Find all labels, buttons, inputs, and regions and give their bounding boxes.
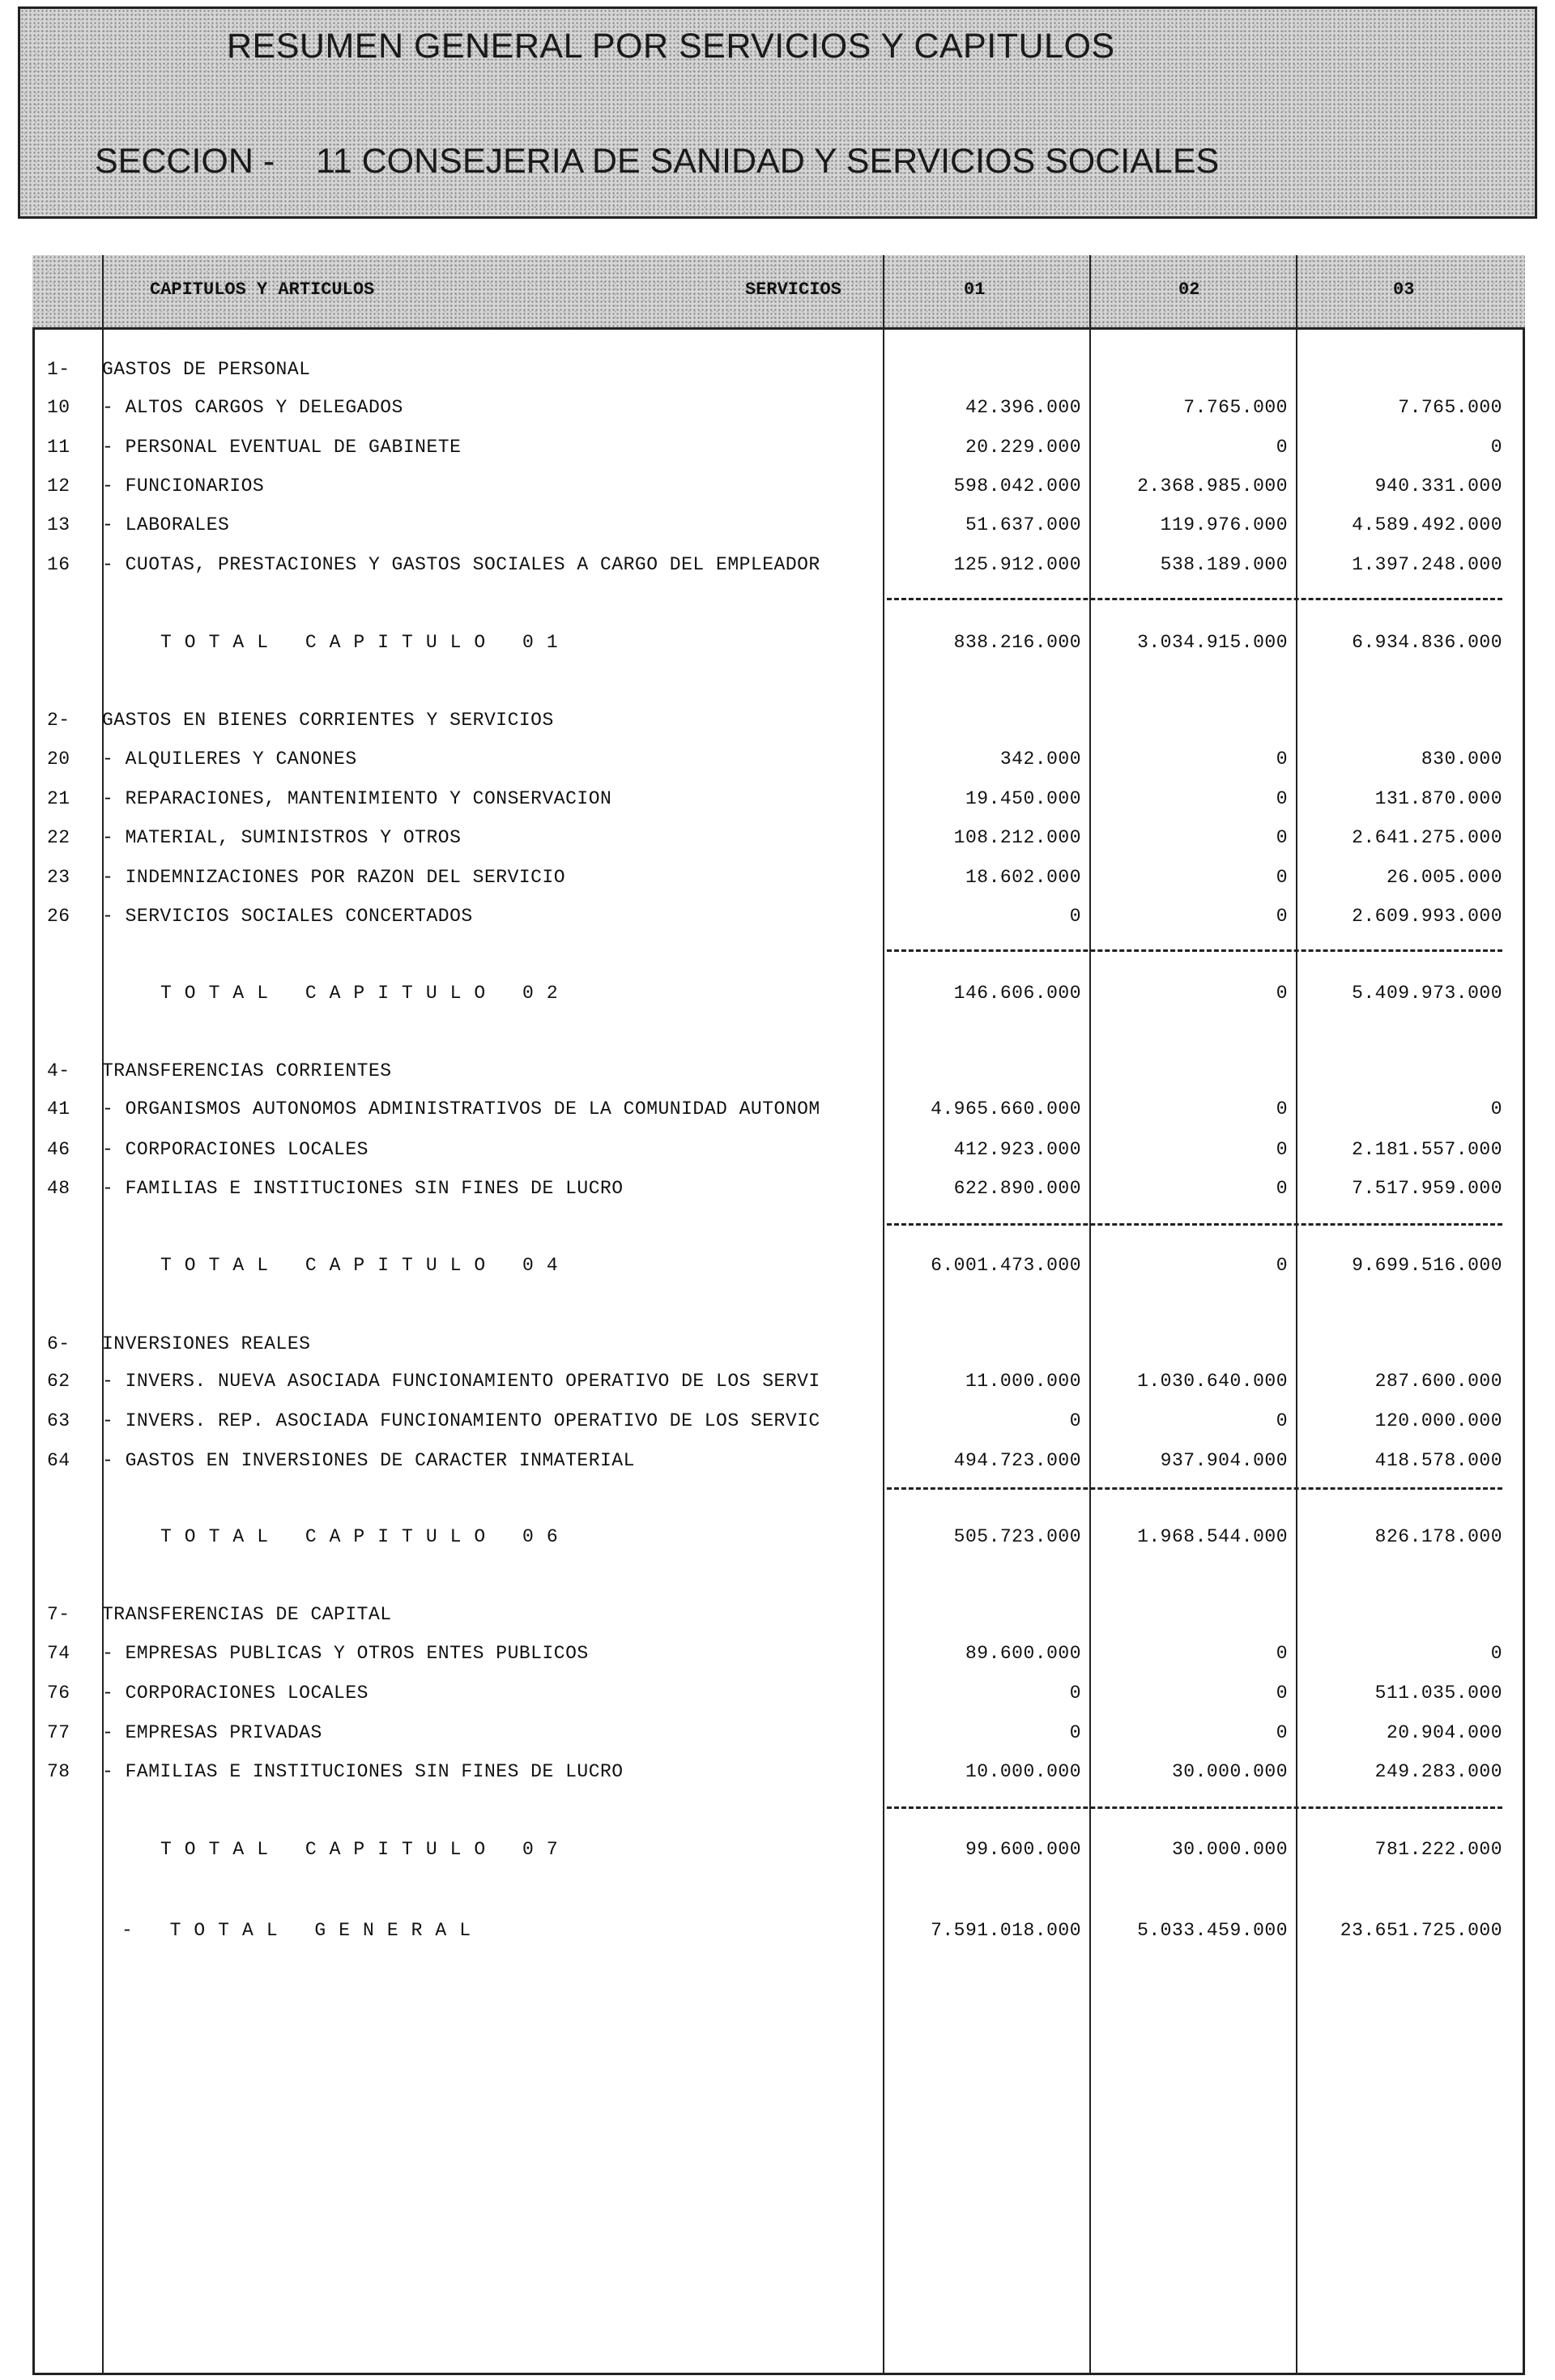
row-description: - FUNCIONARIOS: [102, 476, 265, 497]
table-row: [0, 1521, 1555, 1554]
subtotal-rule: [887, 598, 1502, 600]
value-servicio-02: 538.189.000: [1160, 554, 1288, 575]
value-servicio-02: 30.000.000: [1171, 1761, 1288, 1782]
subtotal-rule: [887, 1806, 1502, 1809]
value-servicio-03: 511.035.000: [1374, 1683, 1502, 1704]
table-row: [0, 822, 1555, 855]
row-description: - CORPORACIONES LOCALES: [102, 1683, 369, 1704]
value-servicio-01: 598.042.000: [953, 476, 1081, 497]
value-servicio-02: 1.030.640.000: [1137, 1371, 1288, 1392]
row-description: - CUOTAS, PRESTACIONES Y GASTOS SOCIALES A CARGO DEL EMPLEADOR: [102, 554, 820, 575]
value-servicio-03: 6.934.836.000: [1352, 632, 1502, 653]
row-code: 13: [47, 514, 70, 535]
value-servicio-02: 7.765.000: [1183, 397, 1288, 418]
value-servicio-01: 838.216.000: [953, 632, 1081, 653]
row-code: 22: [47, 827, 70, 848]
row-description: TRANSFERENCIAS DE CAPITAL: [102, 1604, 392, 1625]
row-description: INVERSIONES REALES: [102, 1333, 311, 1354]
value-servicio-03: 0: [1490, 1098, 1502, 1120]
row-code: 12: [47, 476, 70, 497]
value-servicio-01: 10.000.000: [965, 1761, 1081, 1782]
table-row: [0, 783, 1555, 816]
value-servicio-03: 120.000.000: [1374, 1410, 1502, 1431]
value-servicio-01: 125.912.000: [953, 554, 1081, 575]
value-servicio-03: 287.600.000: [1374, 1371, 1502, 1392]
row-total-label: TOTAL CAPITULO 06: [160, 1526, 571, 1547]
row-description: - EMPRESAS PUBLICAS Y OTROS ENTES PUBLICOS: [102, 1643, 589, 1664]
row-description: - ALTOS CARGOS Y DELEGADOS: [102, 397, 403, 418]
value-servicio-01: 342.000: [999, 749, 1081, 770]
subtotal-rule: [887, 1487, 1502, 1490]
value-servicio-01: 108.212.000: [953, 827, 1081, 848]
row-code: 1-: [47, 359, 70, 380]
value-servicio-01: 42.396.000: [965, 397, 1081, 418]
header-capitulos: CAPITULOS Y ARTICULOS: [150, 279, 375, 300]
value-servicio-01: 0: [1069, 1683, 1081, 1704]
value-servicio-03: 418.578.000: [1374, 1450, 1502, 1471]
value-servicio-03: 4.589.492.000: [1352, 514, 1502, 535]
row-description: GASTOS EN BIENES CORRIENTES Y SERVICIOS: [102, 710, 554, 731]
row-code: 74: [47, 1643, 70, 1664]
value-servicio-02: 0: [1276, 1410, 1288, 1431]
header-col-03: 03: [1393, 279, 1415, 300]
value-servicio-02: 5.033.459.000: [1137, 1920, 1288, 1941]
row-code: 26: [47, 906, 70, 927]
value-servicio-03: 20.904.000: [1386, 1722, 1502, 1743]
value-servicio-01: 99.600.000: [965, 1839, 1081, 1860]
subtotal-rule: [887, 1223, 1502, 1226]
value-servicio-03: 26.005.000: [1386, 867, 1502, 888]
row-description: - EMPRESAS PRIVADAS: [102, 1722, 322, 1743]
row-code: 46: [47, 1139, 70, 1160]
table-row: [0, 978, 1555, 1010]
row-description: - CORPORACIONES LOCALES: [102, 1139, 369, 1160]
row-description: - ALQUILERES Y CANONES: [102, 749, 357, 770]
value-servicio-03: 0: [1490, 1643, 1502, 1664]
value-servicio-03: 2.181.557.000: [1352, 1139, 1502, 1160]
row-total-label: - TOTAL GENERAL: [121, 1920, 484, 1941]
value-servicio-02: 0: [1276, 437, 1288, 458]
table-row: [0, 1599, 1555, 1631]
value-servicio-03: 5.409.973.000: [1352, 983, 1502, 1004]
row-description: - INVERS. NUEVA ASOCIADA FUNCIONAMIENTO OPERATIVO DE LOS SERVI: [102, 1371, 820, 1392]
table-row: [0, 1678, 1555, 1710]
row-code: 11: [47, 437, 70, 458]
table-row: [0, 1094, 1555, 1126]
row-code: 64: [47, 1450, 70, 1471]
value-servicio-02: 0: [1276, 867, 1288, 888]
table-row: [0, 627, 1555, 659]
row-code: 7-: [47, 1604, 70, 1625]
row-code: 21: [47, 788, 70, 809]
value-servicio-02: 0: [1276, 1255, 1288, 1276]
value-servicio-01: 412.923.000: [953, 1139, 1081, 1160]
value-servicio-02: 3.034.915.000: [1137, 632, 1288, 653]
value-servicio-01: 51.637.000: [965, 514, 1081, 535]
value-servicio-01: 505.723.000: [953, 1526, 1081, 1547]
header-col-01: 01: [964, 279, 986, 300]
row-code: 62: [47, 1371, 70, 1392]
table-row: [0, 1056, 1555, 1088]
value-servicio-03: 1.397.248.000: [1352, 554, 1502, 575]
section-name: 11 CONSEJERIA DE SANIDAD Y SERVICIOS SOCIALES: [316, 142, 1220, 181]
value-servicio-03: 781.222.000: [1374, 1839, 1502, 1860]
value-servicio-02: 0: [1276, 1098, 1288, 1120]
table-row: [0, 354, 1555, 386]
value-servicio-01: 0: [1069, 1722, 1081, 1743]
row-description: - LABORALES: [102, 514, 230, 535]
row-code: 77: [47, 1722, 70, 1743]
value-servicio-02: 0: [1276, 983, 1288, 1004]
table-row: [0, 1405, 1555, 1438]
header-servicios: SERVICIOS: [745, 279, 841, 300]
value-servicio-02: 0: [1276, 906, 1288, 927]
value-servicio-01: 18.602.000: [965, 867, 1081, 888]
table-row: [0, 1915, 1555, 1947]
value-servicio-02: 0: [1276, 749, 1288, 770]
table-row: [0, 1250, 1555, 1282]
value-servicio-03: 0: [1490, 437, 1502, 458]
report-header: [18, 6, 1537, 219]
value-servicio-03: 23.651.725.000: [1340, 1920, 1502, 1941]
row-code: 4-: [47, 1060, 70, 1081]
row-description: - PERSONAL EVENTUAL DE GABINETE: [102, 437, 462, 458]
value-servicio-01: 20.229.000: [965, 437, 1081, 458]
table-row: [0, 1366, 1555, 1398]
value-servicio-02: 0: [1276, 827, 1288, 848]
value-servicio-03: 7.517.959.000: [1352, 1178, 1502, 1199]
row-total-label: TOTAL CAPITULO 04: [160, 1255, 571, 1276]
value-servicio-01: 89.600.000: [965, 1643, 1081, 1664]
row-code: 76: [47, 1683, 70, 1704]
value-servicio-03: 2.641.275.000: [1352, 827, 1502, 848]
row-code: 41: [47, 1098, 70, 1120]
table-row: [0, 1329, 1555, 1361]
value-servicio-02: 2.368.985.000: [1137, 476, 1288, 497]
value-servicio-02: 30.000.000: [1171, 1839, 1288, 1860]
table-row: [0, 744, 1555, 776]
row-description: - SERVICIOS SOCIALES CONCERTADOS: [102, 906, 473, 927]
table-row: [0, 1756, 1555, 1789]
row-description: - INDEMNIZACIONES POR RAZON DEL SERVICIO: [102, 867, 566, 888]
value-servicio-03: 131.870.000: [1374, 788, 1502, 809]
row-description: - REPARACIONES, MANTENIMIENTO Y CONSERVACION: [102, 788, 612, 809]
value-servicio-01: 146.606.000: [953, 983, 1081, 1004]
value-servicio-02: 0: [1276, 1139, 1288, 1160]
row-code: 16: [47, 554, 70, 575]
row-total-label: TOTAL CAPITULO 07: [160, 1839, 571, 1860]
value-servicio-03: 7.765.000: [1398, 397, 1502, 418]
table-row: [0, 862, 1555, 894]
row-total-label: TOTAL CAPITULO 01: [160, 632, 571, 653]
row-code: 10: [47, 397, 70, 418]
value-servicio-02: 0: [1276, 1178, 1288, 1199]
table-row: [0, 392, 1555, 424]
table-row: [0, 901, 1555, 933]
value-servicio-02: 0: [1276, 1722, 1288, 1743]
row-description: - INVERS. REP. ASOCIADA FUNCIONAMIENTO OPERATIVO DE LOS SERVIC: [102, 1410, 820, 1431]
table-row: [0, 549, 1555, 582]
value-servicio-01: 11.000.000: [965, 1371, 1081, 1392]
value-servicio-01: 622.890.000: [953, 1178, 1081, 1199]
value-servicio-01: 6.001.473.000: [931, 1255, 1081, 1276]
value-servicio-01: 0: [1069, 1410, 1081, 1431]
value-servicio-02: 0: [1276, 788, 1288, 809]
value-servicio-03: 9.699.516.000: [1352, 1255, 1502, 1276]
value-servicio-03: 2.609.993.000: [1352, 906, 1502, 927]
table-row: [0, 1173, 1555, 1205]
row-description: TRANSFERENCIAS CORRIENTES: [102, 1060, 392, 1081]
row-code: 2-: [47, 710, 70, 731]
row-description: - ORGANISMOS AUTONOMOS ADMINISTRATIVOS DE LA COMUNIDAD AUTONOM: [102, 1098, 820, 1120]
row-code: 23: [47, 867, 70, 888]
value-servicio-03: 826.178.000: [1374, 1526, 1502, 1547]
row-code: 6-: [47, 1333, 70, 1354]
row-code: 78: [47, 1761, 70, 1782]
value-servicio-02: 1.968.544.000: [1137, 1526, 1288, 1547]
table-row: [0, 1134, 1555, 1167]
value-servicio-03: 249.283.000: [1374, 1761, 1502, 1782]
section-label: SECCION -: [95, 142, 275, 181]
row-description: - FAMILIAS E INSTITUCIONES SIN FINES DE LUCRO: [102, 1178, 624, 1199]
value-servicio-02: 937.904.000: [1160, 1450, 1288, 1471]
row-description: - FAMILIAS E INSTITUCIONES SIN FINES DE LUCRO: [102, 1761, 624, 1782]
row-total-label: TOTAL CAPITULO 02: [160, 983, 571, 1004]
table-row: [0, 510, 1555, 542]
table-row: [0, 471, 1555, 503]
row-code: 20: [47, 749, 70, 770]
value-servicio-02: 0: [1276, 1643, 1288, 1664]
row-description: GASTOS DE PERSONAL: [102, 359, 311, 380]
report-title: RESUMEN GENERAL POR SERVICIOS Y CAPITULOS: [227, 27, 1115, 66]
row-code: 63: [47, 1410, 70, 1431]
value-servicio-02: 0: [1276, 1683, 1288, 1704]
value-servicio-01: 19.450.000: [965, 788, 1081, 809]
table-row: [0, 705, 1555, 737]
value-servicio-02: 119.976.000: [1160, 514, 1288, 535]
value-servicio-01: 4.965.660.000: [931, 1098, 1081, 1120]
table-row: [0, 1717, 1555, 1750]
header-col-02: 02: [1178, 279, 1200, 300]
value-servicio-01: 494.723.000: [953, 1450, 1081, 1471]
value-servicio-01: 7.591.018.000: [931, 1920, 1081, 1941]
row-description: - MATERIAL, SUMINISTROS Y OTROS: [102, 827, 462, 848]
value-servicio-03: 940.331.000: [1374, 476, 1502, 497]
table-row: [0, 1638, 1555, 1670]
value-servicio-03: 830.000: [1421, 749, 1502, 770]
row-description: - GASTOS EN INVERSIONES DE CARACTER INMATERIAL: [102, 1450, 635, 1471]
table-row: [0, 1834, 1555, 1866]
value-servicio-01: 0: [1069, 906, 1081, 927]
table-row: [0, 432, 1555, 464]
row-code: 48: [47, 1178, 70, 1199]
table-row: [0, 1445, 1555, 1478]
subtotal-rule: [887, 949, 1502, 952]
